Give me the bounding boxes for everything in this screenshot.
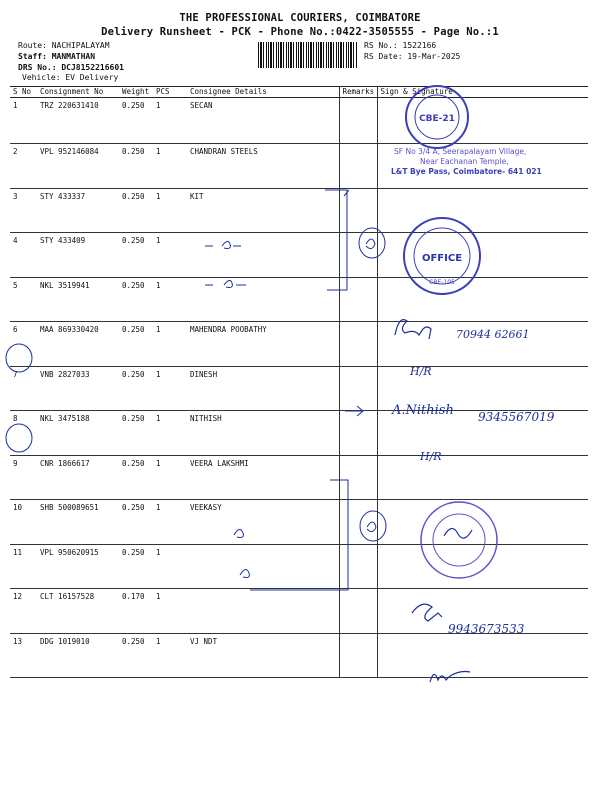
- cell-pcs: 1: [153, 322, 187, 367]
- col-sno: S No: [10, 87, 37, 98]
- cell-consignee: KIT: [187, 188, 339, 233]
- cell-consignment: MAA 869330420: [37, 322, 119, 367]
- stamp1-code: CBE-21: [419, 114, 455, 124]
- seal-stamp-lower: [421, 502, 497, 578]
- cell-pcs: 1: [153, 500, 187, 545]
- row6-phone: 70944 62661: [456, 328, 530, 341]
- cell-sno: 3: [10, 188, 37, 233]
- cell-pcs: 1: [153, 544, 187, 589]
- cell-sno: 1: [10, 98, 37, 144]
- cell-weight: 0.250: [119, 98, 153, 144]
- cell-consignment: TRZ 220631410: [37, 98, 119, 144]
- cell-pcs: 1: [153, 411, 187, 456]
- col-remarks: Remarks: [339, 87, 377, 98]
- drs-label: DRS No.: DCJ8152216601: [18, 63, 124, 72]
- cell-consignment: VNB 2827033: [37, 366, 119, 411]
- cell-pcs: 1: [153, 455, 187, 500]
- cell-consignment: DDG 1019010: [37, 633, 119, 678]
- cell-sno: 7: [10, 366, 37, 411]
- cell-consignment: STY 433337: [37, 188, 119, 233]
- cell-weight: 0.250: [119, 188, 153, 233]
- cell-weight: 0.250: [119, 144, 153, 189]
- staff-label: Staff: MANMATHAN: [18, 52, 96, 61]
- cell-consignment: VPL 950620915: [37, 544, 119, 589]
- stamp1-address-line1: SF No 3/4 A, Seerapalayam Village,: [394, 147, 527, 156]
- col-signature: Sign & Signature: [377, 87, 588, 98]
- cell-sno: 4: [10, 233, 37, 278]
- cell-consignment: CNR 1866617: [37, 455, 119, 500]
- cell-weight: 0.170: [119, 589, 153, 634]
- cell-weight: 0.250: [119, 411, 153, 456]
- cell-pcs: 1: [153, 589, 187, 634]
- cell-consignee: VJ NDT: [187, 633, 339, 678]
- cell-weight: 0.250: [119, 366, 153, 411]
- cell-weight: 0.250: [119, 277, 153, 322]
- col-consignee: Consignee Details: [187, 87, 339, 98]
- cell-consignee: VEERA LAKSHMI: [187, 455, 339, 500]
- cell-consignee: DINESH: [187, 366, 339, 411]
- cell-sno: 5: [10, 277, 37, 322]
- cell-consignment: SHB 500089651: [37, 500, 119, 545]
- company-stamp-top: [406, 86, 468, 148]
- cell-weight: 0.250: [119, 544, 153, 589]
- cell-weight: 0.250: [119, 455, 153, 500]
- cell-consignee: CHANDRAN STEELS: [187, 144, 339, 189]
- institute-stamp: [404, 218, 480, 294]
- col-pcs: PCS: [153, 87, 187, 98]
- row8-phone: 9345567019: [478, 410, 555, 424]
- cell-pcs: 1: [153, 144, 187, 189]
- cell-pcs: 1: [153, 277, 187, 322]
- row9-hr-note: H/R: [420, 450, 442, 463]
- cell-sno: 8: [10, 411, 37, 456]
- cell-consignee: NITHISH: [187, 411, 339, 456]
- rs-date: RS Date: 19-Mar-2025: [364, 52, 461, 61]
- col-consignment: Consignment No: [37, 87, 119, 98]
- row13-phone: 9943673533: [448, 622, 525, 636]
- stamp2-code: CBE-105: [429, 279, 455, 286]
- cell-consignee: MAHENDRA POOBATHY: [187, 322, 339, 367]
- cell-weight: 0.250: [119, 500, 153, 545]
- row7-hr-note: H/R: [410, 365, 432, 378]
- cell-sno: 6: [10, 322, 37, 367]
- cell-sno: 2: [10, 144, 37, 189]
- cell-pcs: 1: [153, 98, 187, 144]
- stamp1-address-line2: Near Eachanan Temple,: [420, 157, 509, 166]
- cell-pcs: 1: [153, 233, 187, 278]
- cell-weight: 0.250: [119, 633, 153, 678]
- cell-sno: 13: [10, 633, 37, 678]
- rs-number: RS No.: 1522166: [364, 41, 437, 50]
- cell-sno: 9: [10, 455, 37, 500]
- cell-consignment: CLT 16157528: [37, 589, 119, 634]
- cell-weight: 0.250: [119, 233, 153, 278]
- cell-consignment: NKL 3475188: [37, 411, 119, 456]
- cell-consignee: VEEKASY: [187, 500, 339, 545]
- route-label: Route: NACHIPALAYAM: [18, 41, 110, 50]
- cell-weight: 0.250: [119, 322, 153, 367]
- cell-pcs: 1: [153, 188, 187, 233]
- company-title: THE PROFESSIONAL COURIERS, COIMBATORE: [179, 12, 421, 24]
- cell-sno: 10: [10, 500, 37, 545]
- stamp1-address-line3: L&T Bye Pass, Coimbatore- 641 021: [391, 167, 542, 176]
- stamp2-office: OFFICE: [421, 253, 463, 264]
- cell-sno: 12: [10, 589, 37, 634]
- vehicle-label: Vehicle: EV Delivery: [22, 73, 119, 82]
- runsheet-subtitle: Delivery Runsheet - PCK - Phone No.:0422-3505555 - Page No.:1: [101, 26, 499, 38]
- cell-consignment: STY 433409: [37, 233, 119, 278]
- row8-receiver-name: A.Nithish: [392, 403, 454, 418]
- cell-consignment: VPL 952146084: [37, 144, 119, 189]
- col-weight: Weight: [119, 87, 153, 98]
- cell-pcs: 1: [153, 366, 187, 411]
- cell-consignee: SECAN: [187, 98, 339, 144]
- cell-consignment: NKL 3519941: [37, 277, 119, 322]
- cell-sno: 11: [10, 544, 37, 589]
- cell-pcs: 1: [153, 633, 187, 678]
